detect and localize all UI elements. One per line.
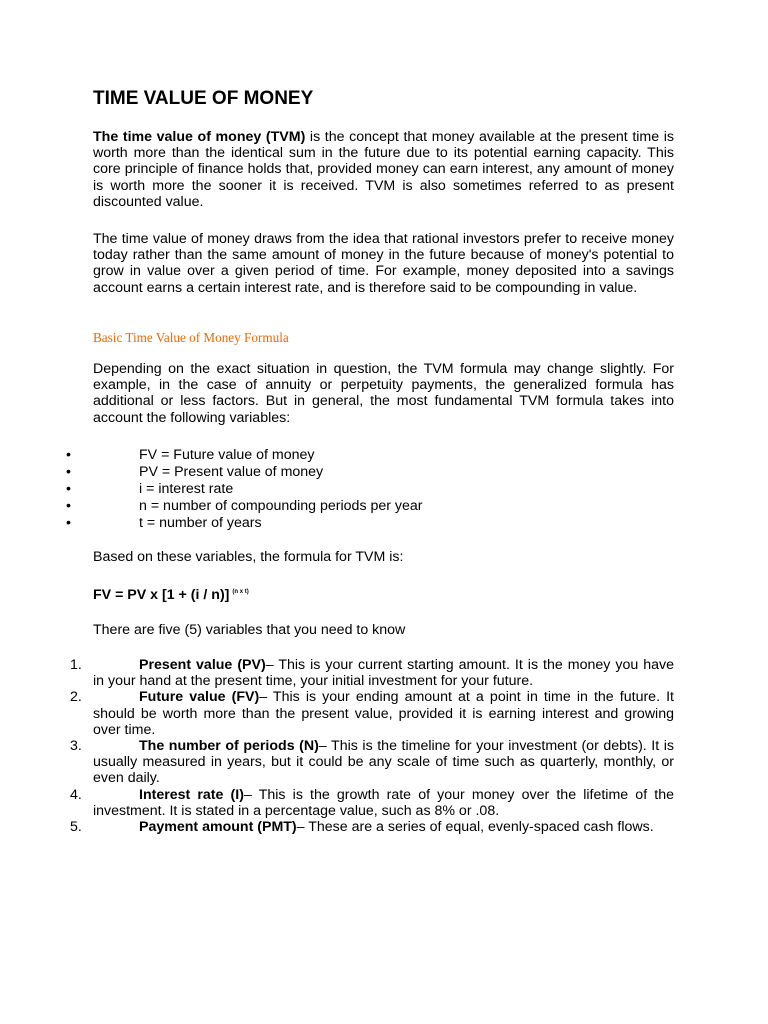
list-item — [70, 819, 674, 835]
bullet-icon: • — [66, 498, 71, 514]
item-term: The number of periods (N) — [139, 738, 319, 755]
intro-text: is the concept that money available at the present time is worth more than the identical sum in the future due to its potential earning capacity. This core principle of finance holds that, provided money can earn interest, any amount of money is worth more the sooner it is received. TVM is also sometimes referred to as present discounted value. — [93, 129, 674, 210]
list-item — [70, 689, 674, 738]
variable-text: FV = Future value of money — [139, 447, 315, 463]
item-text: – This is the timeline for your investment (or debts). It is usually measured in years, but it could be any scale of time such as quarterly, monthly, or even daily. — [93, 738, 674, 787]
item-term: Future value (FV) — [139, 689, 260, 706]
item-number: 2. — [70, 689, 82, 706]
paragraph-3: Depending on the exact situation in question, the TVM formula may change slightly. For example, in the case of annuity or perpetuity payments, the generalized formula has additional or less factors. But in general, the most fundamental TVM formula takes into account the following variables: — [93, 361, 674, 426]
bullet-icon: • — [66, 447, 71, 463]
item-term: Payment amount (PMT) — [139, 819, 297, 836]
section-heading: Basic Time Value of Money Formula — [93, 330, 289, 345]
list-item — [70, 738, 674, 787]
item-number: 5. — [70, 819, 82, 836]
variable-text: n = number of compounding periods per year — [139, 498, 423, 514]
intro-paragraph — [93, 129, 674, 210]
item-term: Present value (PV) — [139, 657, 266, 673]
item-term: Interest rate (I) — [139, 786, 244, 803]
variables-numbered-list — [70, 657, 674, 835]
formula-main: FV = PV x [1 + (i / n)] — [93, 587, 230, 603]
list-intro: There are five (5) variables that you need to know — [93, 622, 406, 638]
item-number: 1. — [70, 657, 82, 673]
item-text: – This is the growth rate of your money over the lifetime of the investment. It is stated in a percentage value, such as 8% or .08. — [93, 786, 674, 819]
bullet-icon: • — [66, 481, 71, 497]
variable-text: i = interest rate — [139, 481, 234, 497]
variable-text: t = number of years — [139, 515, 262, 531]
bullet-icon: • — [66, 464, 71, 480]
paragraph-2: The time value of money draws from the idea that rational investors prefer to receive money today rather than the same amount of money in the future because of money's potential to grow in value over a given period of time. For example, money deposited into a savings account earns a certain interest rate, and is therefore said to be compounding in value. — [93, 231, 674, 296]
item-text: – This is your ending amount at a point in time in the future. It should be worth more than the present value, provided it is earning interest and growing over time. — [93, 689, 674, 738]
variable-text: PV = Present value of money — [139, 464, 324, 480]
formula-intro: Based on these variables, the formula for TVM is: — [93, 549, 404, 565]
list-item — [70, 657, 674, 689]
item-number: 4. — [70, 786, 82, 803]
item-text: – These are a series of equal, evenly-spaced cash flows. — [296, 819, 654, 836]
item-text: – This is your current starting amount. It is the money you have in your hand at the present time, your initial investment for your future. — [93, 657, 674, 690]
tvm-formula — [93, 584, 249, 603]
intro-term: The time value of money (TVM) — [93, 129, 306, 145]
bullet-icon: • — [66, 515, 71, 531]
item-number: 3. — [70, 738, 82, 755]
formula-exponent: (n x t) — [232, 589, 249, 595]
list-item — [70, 787, 674, 819]
document-title: TIME VALUE OF MONEY — [93, 88, 314, 109]
